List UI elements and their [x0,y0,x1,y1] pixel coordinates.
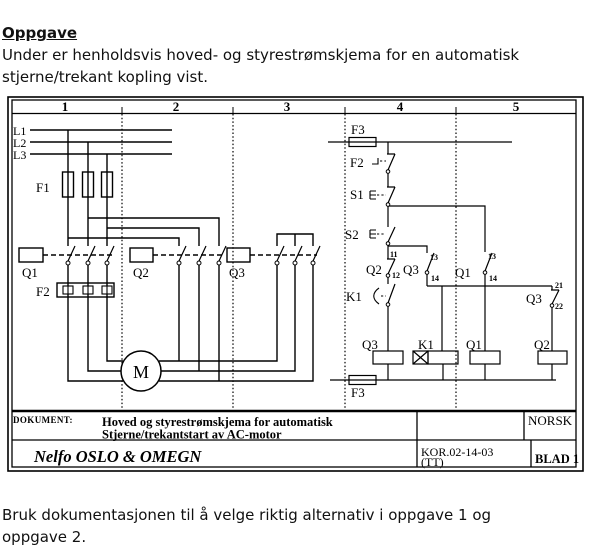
intro-line-2: stjerne/trekant kopling vist. [2,68,208,86]
terminal-21: 21 [555,281,563,290]
control-terminal-dots [386,170,554,308]
main-contact-blades [68,246,320,261]
doc-title-line1: Hoved og styrestrømskjema for automatisk [102,415,333,429]
start-button-label: S2 [345,227,359,242]
company-name: Nelfo OSLO & OMEGN [34,447,202,466]
column-number-5: 5 [512,99,520,114]
doc-code-2: (TT) [421,455,444,469]
aux-q2-label: Q2 [366,262,382,277]
footer-text [2,504,608,548]
doc-code: KOR.02-14-03 [421,445,494,459]
fuse-f3-top-label: F3 [351,122,365,137]
language-label: NORSK [528,413,573,428]
column-number-2: 2 [172,99,180,114]
delta-feed-wires [68,218,219,246]
fuse-f3-bottom-label: F3 [351,385,365,400]
terminal-q3-14: 14 [431,274,439,283]
coil-q3 [373,351,403,364]
terminal-q1-14: 14 [489,274,497,283]
contactor-q3-label: Q3 [229,265,245,280]
control-contact-symbols [387,154,559,304]
coil-q3-label: Q3 [362,337,378,352]
overload-trip-actuator [372,158,378,164]
fuse-f1-label: F1 [36,180,50,195]
nc-q3-label: Q3 [526,291,542,306]
aux-q3-label: Q3 [403,262,419,277]
terminal-22: 22 [555,302,563,311]
coil-q2 [538,351,567,364]
terminal-q3-13: 13 [430,253,438,262]
terminal-12: 12 [392,271,400,280]
column-number-1: 1 [61,99,69,114]
timer-contact-label: K1 [346,289,362,304]
contactor-q2-label: Q2 [133,265,149,280]
coil-q2-label: Q2 [534,337,550,352]
page-title: Oppgave [2,24,78,42]
main-circuit-labels [13,124,245,382]
footer-line-2: oppgave 2. [2,528,87,546]
stop-button-label: S1 [350,187,364,202]
overload-contact-label: F2 [350,155,364,170]
column-number-3: 3 [283,99,291,114]
main-circuit [19,130,320,391]
terminal-11: 11 [390,250,398,259]
footer-line-1: Bruk dokumentasjonen til å velge riktig alternativ i oppgave 1 og [2,506,492,524]
aux-q1-label: Q1 [455,265,471,280]
star-bridge [277,234,313,246]
title-block-text [13,413,579,469]
phase-l3-label: L3 [13,148,27,162]
coil-q1-label: Q1 [466,337,482,352]
contactor-q2-coil [130,248,153,262]
timer-x-cross [413,351,428,364]
coil-k1-label: K1 [418,337,434,352]
contactor-q1-coil [19,248,43,262]
motor-label: M [132,362,150,382]
pushbutton-actuators [370,191,376,238]
phase-l2-label: L2 [13,136,27,150]
column-number-4: 4 [396,99,404,114]
terminal-q1-13: 13 [488,252,496,261]
timer-arc [374,288,379,304]
sheet-number: BLAD 1 [535,452,580,466]
phase-l1-label: L1 [13,124,27,138]
overload-f2-label: F2 [36,284,50,299]
contact-terminals [66,261,315,265]
contactor-q1-label: Q1 [22,265,38,280]
column-headers [62,99,520,114]
contactor-q3-coil [227,248,250,262]
coil-k1 [428,351,458,364]
coil-q1 [470,351,500,364]
intro-line-1: Under er henholdsvis hoved- og styrestrømskjema for en automatisk [2,46,520,64]
doc-title-line2: Stjerne/trekantstart av AC-motor [102,427,282,442]
overload-heater-symbols [63,286,112,294]
doc-label: DOKUMENT: [13,415,73,425]
